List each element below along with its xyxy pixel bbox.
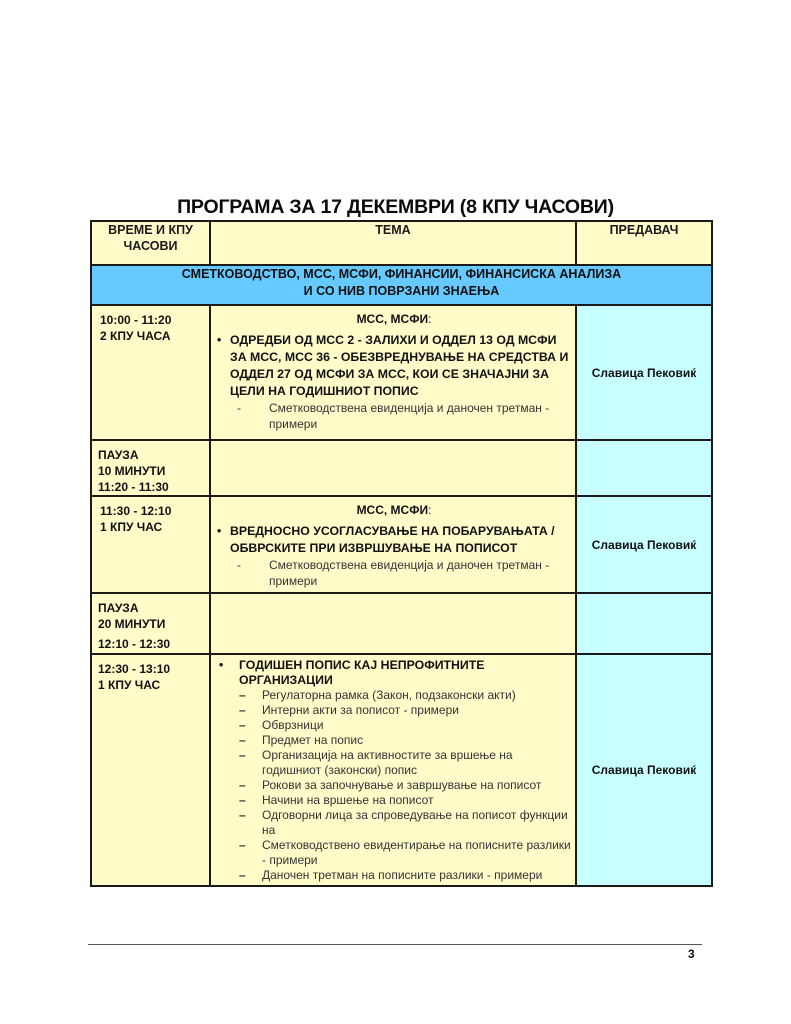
page-number: 3 [688, 947, 695, 961]
topic-bullet: • ВРЕДНОСНО УСОГЛАСУВАЊЕ НА ПОБАРУВАЊАТА / ОБВРСКИТЕ ПРИ ИЗВРШУВАЊЕ НА ПОПИСОТ [217, 524, 555, 555]
topic-subitem: – Даночен третман на пописните разлики - примери [239, 868, 543, 882]
dash-icon: - [237, 401, 241, 415]
pause-topic-empty [210, 593, 576, 654]
pause-lecturer-empty [576, 593, 712, 654]
bullet-icon: • [217, 333, 222, 347]
topic-subitem: – Обврзници [239, 718, 324, 732]
table-row [91, 496, 712, 593]
time-cell [91, 305, 210, 440]
section-title-line2: И СО НИВ ПОВРЗАНИ ЗНАЕЊА [303, 284, 500, 298]
time-range: 11:30 - 12:10 [100, 504, 172, 518]
dash-icon: – [239, 838, 246, 852]
dash-icon: – [239, 868, 246, 882]
program-table [90, 220, 713, 887]
dash-icon: – [239, 808, 246, 822]
pause-row [91, 593, 712, 654]
header-lecturer: ПРЕДАВАЧ [576, 221, 712, 265]
lecturer-cell: Славица Пековиќ [576, 305, 712, 440]
bullet-icon: • [219, 658, 224, 672]
section-title [91, 265, 712, 305]
cpd-hours: 1 КПУ ЧАС [98, 678, 161, 692]
topic-subitem-list [217, 688, 571, 883]
topic-bullet: • ГОДИШЕН ПОПИС КАЈ НЕПРОФИТНИТЕ ОРГАНИЗАЦИИ [219, 658, 485, 687]
pause-duration: 20 МИНУТИ [98, 617, 166, 631]
topic-cell [210, 496, 576, 593]
topic-subitem: – Организација на активностите за вршење на годишниот (законски) попис [239, 748, 513, 777]
section-band [91, 265, 712, 305]
pause-time: 11:20 - 11:30 [98, 480, 169, 494]
cpd-hours: 2 КПУ ЧАСА [100, 329, 171, 343]
time-cell [91, 496, 210, 593]
topic-subitem: – Предмет на попис [239, 733, 364, 747]
table-row [91, 305, 712, 440]
bullet-icon: • [217, 524, 222, 538]
page-title: ПРОГРАМА ЗА 17 ДЕКЕМВРИ (8 КПУ ЧАСОВИ) [177, 196, 614, 218]
dash-icon: – [239, 733, 246, 747]
table-row [91, 654, 712, 886]
topic-cell [210, 305, 576, 440]
pause-row [91, 440, 712, 496]
topic-subitem: - Сметководствена евиденција и даночен третман - примери [237, 401, 550, 431]
topic-subitem: – Регулаторна рамка (Закон, подзаконски акти) [239, 688, 516, 702]
topic-subitem: – Интерни акти за пописот - примери [239, 703, 459, 717]
time-cell [91, 654, 210, 886]
dash-icon: – [239, 793, 246, 807]
pause-lecturer-empty [576, 440, 712, 496]
lecturer-cell: Славица Пековиќ [576, 654, 712, 886]
cpd-hours: 1 КПУ ЧАС [100, 520, 163, 534]
lecturer-cell: Славица Пековиќ [576, 496, 712, 593]
section-title-line1: СМЕТКОВОДСТВО, МСС, МСФИ, ФИНАНСИИ, ФИНАНСИСКА АНАЛИЗА [181, 267, 622, 281]
pause-time: 12:10 - 12:30 [98, 637, 171, 651]
topic-subitem: – Начини на вршење на пописот [239, 793, 434, 807]
pause-topic-empty [210, 440, 576, 496]
dash-icon: – [239, 748, 246, 762]
pause-cell [91, 440, 210, 496]
dash-icon: – [239, 703, 246, 717]
pause-label: ПАУЗА [98, 448, 139, 462]
footer-divider [88, 944, 702, 945]
pause-cell [91, 593, 210, 654]
topic-subitem: – Сметководствено евидентирање на пописните разлики - примери [239, 838, 571, 867]
time-range: 10:00 - 11:20 [100, 313, 172, 327]
topic-cell [210, 654, 576, 886]
topic-subitem: – Одговорни лица за спроведување на пописот функции на [239, 808, 568, 837]
pause-label: ПАУЗА [98, 601, 139, 615]
topic-subheading: МСС, МСФИ: [356, 503, 432, 517]
topic-subitem: - Сметководствена евиденција и даночен третман - примери [237, 558, 550, 588]
dash-icon: – [239, 688, 246, 702]
dash-icon: – [239, 718, 246, 732]
header-topic: ТЕМА [210, 221, 576, 265]
topic-bullet: • ОДРЕДБИ ОД МСС 2 - ЗАЛИХИ И ОДДЕЛ 13 ОД МСФИ ЗА МСС, МСС 36 - ОБЕЗВРЕДНУВАЊЕ НА СРЕДСТВА И ОДДЕЛ 27 ОД МСФИ ЗА МСС, КОИ СЕ ЗНАЧАЈНИ ЗА ЦЕЛИ НА ГОДИШНИОТ ПОПИС [217, 333, 569, 398]
header-time: ВРЕМЕ И КПУ ЧАСОВИ [91, 221, 210, 265]
topic-subitem: – Рокови за започнување и завршување на пописот [239, 778, 542, 792]
time-range: 12:30 - 13:10 [98, 662, 171, 676]
pause-duration: 10 МИНУТИ [98, 464, 166, 478]
topic-subheading: МСС, МСФИ: [356, 312, 432, 326]
dash-icon: - [237, 558, 241, 572]
table-header-row [91, 221, 712, 265]
dash-icon: – [239, 778, 246, 792]
